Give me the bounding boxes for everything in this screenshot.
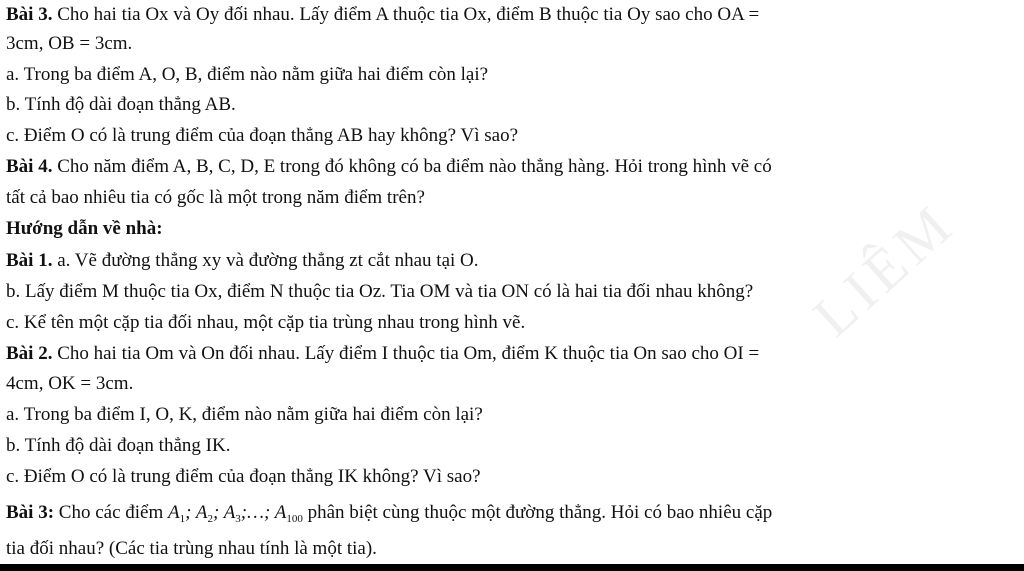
line-text: b. Tính độ dài đoạn thẳng AB. — [6, 94, 236, 115]
line-text: b. Tính độ dài đoạn thẳng IK. — [6, 435, 231, 456]
text-line — [6, 249, 479, 273]
line-text: Cho năm điểm A, B, C, D, E trong đó không có ba điểm nào thẳng hàng. Hỏi trong hình vẽ có — [52, 156, 772, 177]
exercise-label: Bài 2. — [6, 343, 53, 364]
exercise-label: Bài 3: — [6, 502, 55, 523]
line-text: a. Trong ba điểm I, O, K, điểm nào nằm giữa hai điểm còn lại? — [6, 404, 483, 425]
text-line — [6, 501, 772, 531]
text-line — [6, 186, 425, 210]
exercise-label: Bài 4. — [6, 156, 53, 177]
bottom-bar — [0, 564, 1024, 571]
text-line — [6, 155, 772, 179]
line-text: c. Điểm O có là trung điểm của đoạn thẳng IK không? Vì sao? — [6, 466, 481, 487]
text-line — [6, 537, 377, 561]
heading-text: Hướng dẫn về nhà: — [6, 218, 163, 239]
line-text: 3cm, OB = 3cm. — [6, 33, 133, 54]
line-text: c. Điểm O có là trung điểm của đoạn thẳng AB hay không? Vì sao? — [6, 125, 518, 146]
section-heading — [6, 217, 163, 241]
text-line — [6, 63, 488, 87]
text-line — [6, 403, 483, 427]
watermark: LIÊM — [800, 189, 968, 350]
exercise-label: Bài 3. — [6, 4, 53, 25]
line-text: 4cm, OK = 3cm. — [6, 373, 134, 394]
math-points: $A_1$; $A_2$; $A_3;\dots$; $A_{100}$ — [168, 502, 303, 525]
text-line — [6, 372, 133, 396]
line-text: Cho các điểm — [54, 502, 168, 523]
line-text: c. Kể tên một cặp tia đối nhau, một cặp tia trùng nhau trong hình vẽ. — [6, 312, 526, 333]
text-line — [6, 32, 132, 56]
text-line — [6, 93, 236, 117]
line-text: a. Trong ba điểm A, O, B, điểm nào nằm giữa hai điểm còn lại? — [6, 64, 489, 85]
line-text: tia đối nhau? (Các tia trùng nhau tính là một tia). — [6, 538, 377, 559]
text-line — [6, 280, 753, 304]
text-line — [6, 465, 481, 489]
line-text: Cho hai tia Om và On đối nhau. Lấy điểm I thuộc tia Om, điểm K thuộc tia On sao cho OI = — [52, 343, 760, 364]
text-line — [6, 3, 759, 27]
text-line — [6, 434, 230, 458]
exercise-label: Bài 1. — [6, 250, 53, 271]
line-text: b. Lấy điểm M thuộc tia Ox, điểm N thuộc tia Oz. Tia OM và tia ON có là hai tia đối nhau không? — [6, 281, 754, 302]
text-line — [6, 311, 525, 335]
text-line — [6, 342, 759, 366]
line-text: Cho hai tia Ox và Oy đối nhau. Lấy điểm A thuộc tia Ox, điểm B thuộc tia Oy sao cho OA = — [52, 4, 760, 25]
line-text: phân biệt cùng thuộc một đường thẳng. Hỏi có bao nhiêu cặp — [302, 502, 773, 523]
text-line — [6, 124, 518, 148]
line-text: a. Vẽ đường thẳng xy và đường thẳng zt cắt nhau tại O. — [52, 250, 479, 271]
line-text: tất cả bao nhiêu tia có gốc là một trong năm điểm trên? — [6, 187, 425, 208]
